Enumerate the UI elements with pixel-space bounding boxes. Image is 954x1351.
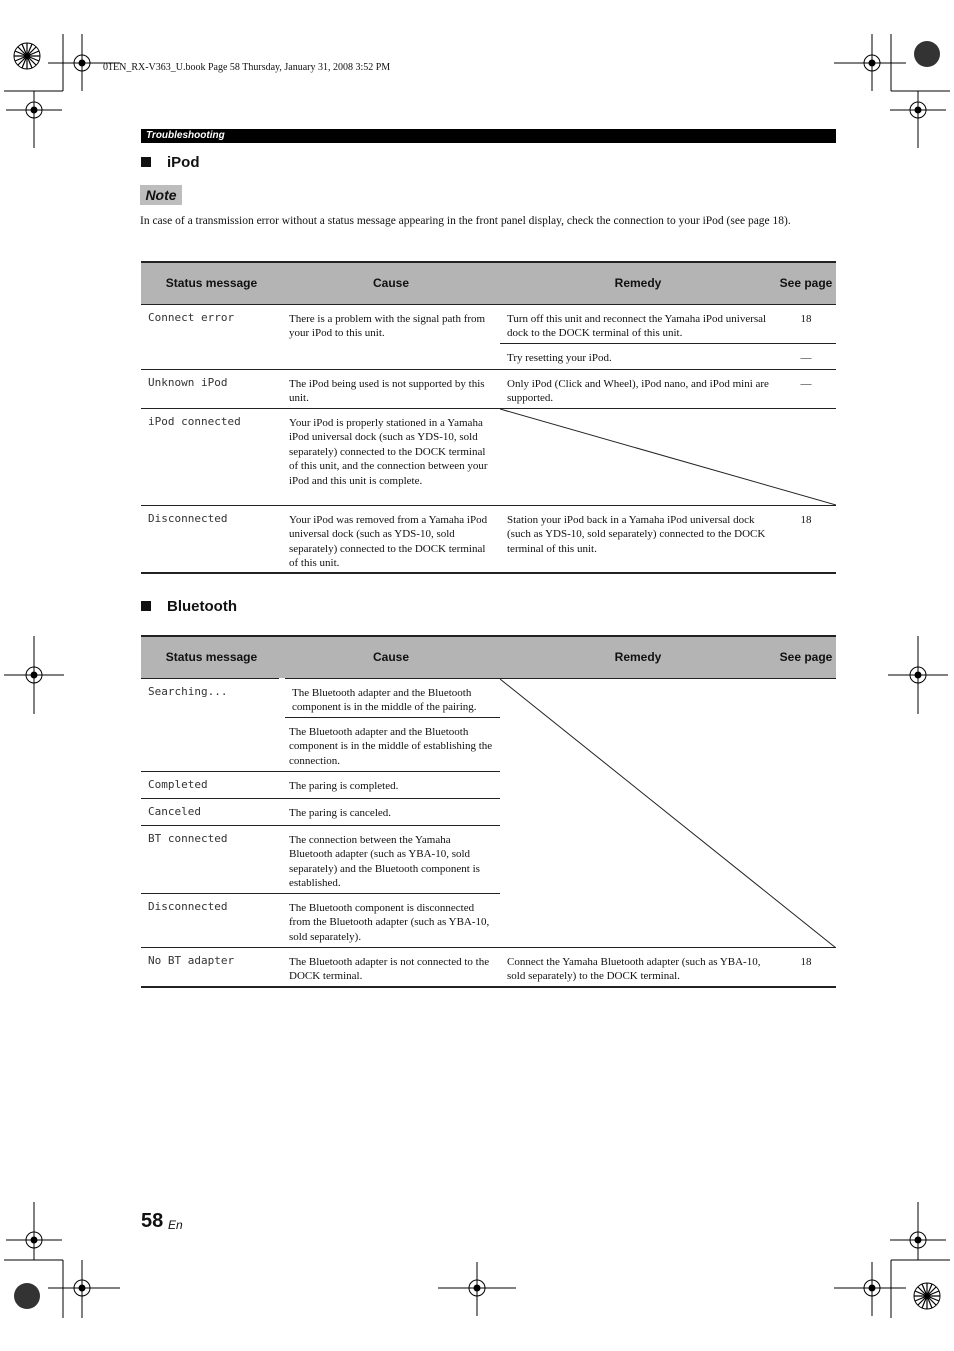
column-header: See page — [776, 636, 836, 678]
ipod-table — [141, 261, 836, 574]
column-header: Status message — [141, 636, 282, 678]
cause-cell: The Bluetooth adapter is not connected to the DOCK terminal. — [282, 947, 500, 987]
status-message: BT connected — [141, 825, 282, 893]
remedy-cell: Turn off this unit and reconnect the Yamaha iPod universal dock to the DOCK terminal of this unit. — [507, 312, 767, 339]
table-header — [141, 636, 836, 678]
remedy-cell: Try resetting your iPod. — [500, 343, 776, 369]
table-row — [141, 369, 836, 408]
column-header: Status message — [141, 262, 282, 304]
table-row — [141, 505, 836, 573]
heading-bullet-icon — [141, 157, 151, 167]
cause-cell: The connection between the Yamaha Bluetooth adapter (such as YBA-10, sold separately) and the Bluetooth component is established. — [282, 825, 500, 893]
heading-bullet-icon — [141, 601, 151, 611]
status-message: iPod connected — [141, 408, 282, 505]
page-number: 58 — [141, 1210, 164, 1232]
cause-cell: The Bluetooth component is disconnected from the Bluetooth adapter (such as YBA-10, sold separately). — [282, 893, 500, 947]
status-message: Connect error — [148, 310, 235, 324]
bluetooth-table — [141, 635, 836, 988]
table-header — [141, 262, 836, 304]
status-message: Disconnected — [141, 505, 282, 573]
status-message: Disconnected — [141, 893, 282, 947]
bluetooth-heading: Bluetooth — [141, 598, 237, 615]
status-message: Unknown iPod — [141, 369, 282, 408]
not-applicable-cell — [500, 678, 836, 947]
status-message: Searching... — [148, 684, 228, 698]
cause-cell: The Bluetooth adapter and the Bluetooth component is in the middle of establishing the connection. — [282, 717, 500, 771]
column-header: Remedy — [500, 262, 776, 304]
table-row — [141, 408, 836, 505]
column-header: Remedy — [500, 636, 776, 678]
cause-cell: Your iPod was removed from a Yamaha iPod universal dock (such as YDS-10, sold separately) connected to the DOCK terminal of this unit. — [282, 505, 500, 573]
not-applicable-cell — [500, 408, 836, 505]
diagonal-line — [500, 409, 836, 505]
see-page-cell: 18 — [776, 947, 836, 987]
cause-cell: Your iPod is properly stationed in a Yamaha iPod universal dock (such as YDS-10, sold separately) connected to the DOCK terminal of this unit, and the connection between your iPod and this unit is complete. — [282, 408, 500, 505]
cause-cell: There is a problem with the signal path from your iPod to this unit. — [289, 312, 486, 339]
table-row — [141, 678, 836, 717]
cause-cell: The iPod being used is not supported by this unit. — [282, 369, 500, 408]
column-header: Cause — [282, 636, 500, 678]
status-message: Canceled — [141, 798, 282, 825]
ipod-heading: iPod — [141, 154, 200, 171]
table-row — [141, 304, 836, 343]
cause-cell: The Bluetooth adapter and the Bluetooth component is in the middle of the pairing. — [282, 678, 500, 717]
note-text: In case of a transmission error without a status message appearing in the front panel display, check the connection to your iPod (see page 18). — [140, 215, 791, 227]
remedy-cell: Station your iPod back in a Yamaha iPod universal dock (such as YDS-10, sold separately) connected to the DOCK terminal of this unit. — [500, 505, 776, 573]
table-row — [141, 947, 836, 987]
see-page-cell: — — [776, 369, 836, 408]
print-header: 01EN_RX-V363_U.book Page 58 Thursday, January 31, 2008 3:52 PM — [103, 62, 391, 73]
see-page-cell: 18 — [776, 505, 836, 573]
cause-cell: The paring is completed. — [282, 771, 500, 798]
cause-cell: The paring is canceled. — [282, 798, 500, 825]
page-language: En — [168, 1218, 183, 1232]
column-header: Cause — [282, 262, 500, 304]
status-message: Completed — [141, 771, 282, 798]
remedy-cell: Connect the Yamaha Bluetooth adapter (such as YBA-10, sold separately) to the DOCK terminal. — [500, 947, 776, 987]
section-bar: Troubleshooting — [141, 129, 836, 143]
status-message: No BT adapter — [141, 947, 282, 987]
see-page-cell: — — [776, 343, 836, 369]
remedy-cell: Only iPod (Click and Wheel), iPod nano, and iPod mini are supported. — [500, 369, 776, 408]
see-page-cell: 18 — [800, 312, 812, 325]
column-header: See page — [776, 262, 836, 304]
diagonal-line — [500, 679, 836, 948]
note-label: Note — [140, 185, 182, 205]
